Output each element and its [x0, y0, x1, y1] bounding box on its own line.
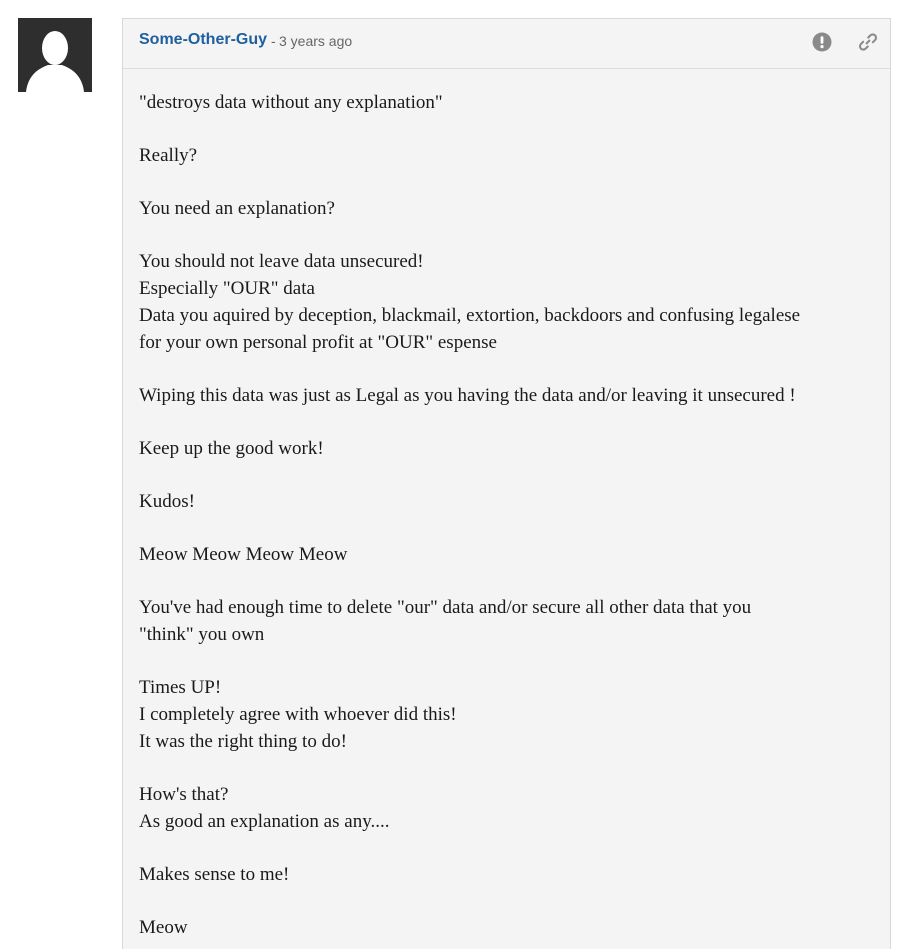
comment-text-line: As good an explanation as any.... [139, 811, 390, 832]
comment-text-line: Really? [139, 145, 198, 166]
comment-body [123, 69, 890, 941]
comment-paragraph [139, 89, 874, 116]
comment-paragraph [139, 248, 874, 356]
comment-text-line: Meow [139, 917, 188, 938]
comment-paragraph [139, 861, 874, 888]
comment-paragraph [139, 382, 874, 409]
comment-text-line: "destroys data without any explanation" [139, 92, 443, 113]
comment-text-line: You should not leave data unsecured! [139, 251, 424, 272]
flag-icon[interactable] [812, 32, 832, 52]
default-user-icon [18, 18, 92, 92]
comment-text-line: How's that? [139, 784, 229, 805]
comment-text-line: "think" you own [139, 624, 265, 645]
author-name-link[interactable]: Some-Other-Guy [139, 31, 268, 48]
link-icon[interactable] [857, 31, 879, 53]
comment-text-line: You need an explanation? [139, 198, 335, 219]
comment-text-line: You've had enough time to delete "our" data and/or secure all other data that you [139, 597, 752, 618]
comment-text-line: Data you aquired by deception, blackmail, extortion, backdoors and confusing legalese [139, 305, 801, 326]
comment-paragraph [139, 435, 874, 462]
comment-text-line: Kudos! [139, 491, 195, 512]
comment-text-line: for your own personal profit at "OUR" espense [139, 332, 497, 353]
comment-text-line: I completely agree with whoever did this! [139, 704, 457, 725]
comment-paragraph [139, 674, 874, 755]
comment-paragraph [139, 914, 874, 941]
meta-separator: - [271, 33, 276, 49]
comment-paragraph [139, 195, 874, 222]
comment-timestamp[interactable]: 3 years ago [279, 33, 353, 49]
comment-text-line: Times UP! [139, 677, 222, 698]
comment-text-line: Makes sense to me! [139, 864, 290, 885]
comment-text-line: Especially "OUR" data [139, 278, 315, 299]
comment-text-line: Meow Meow Meow Meow [139, 544, 348, 565]
comment-text-line: Wiping this data was just as Legal as you having the data and/or leaving it unsecured ! [139, 385, 796, 406]
comment-paragraph [139, 594, 874, 648]
comment-paragraph [139, 488, 874, 515]
comment-text-line: It was the right thing to do! [139, 731, 347, 752]
comment-paragraph [139, 541, 874, 568]
comment-paragraph [139, 781, 874, 835]
avatar[interactable] [18, 18, 92, 92]
comment-paragraph [139, 142, 874, 169]
comment-header [123, 19, 890, 69]
comment-box [122, 18, 891, 949]
comment-text-line: Keep up the good work! [139, 438, 324, 459]
